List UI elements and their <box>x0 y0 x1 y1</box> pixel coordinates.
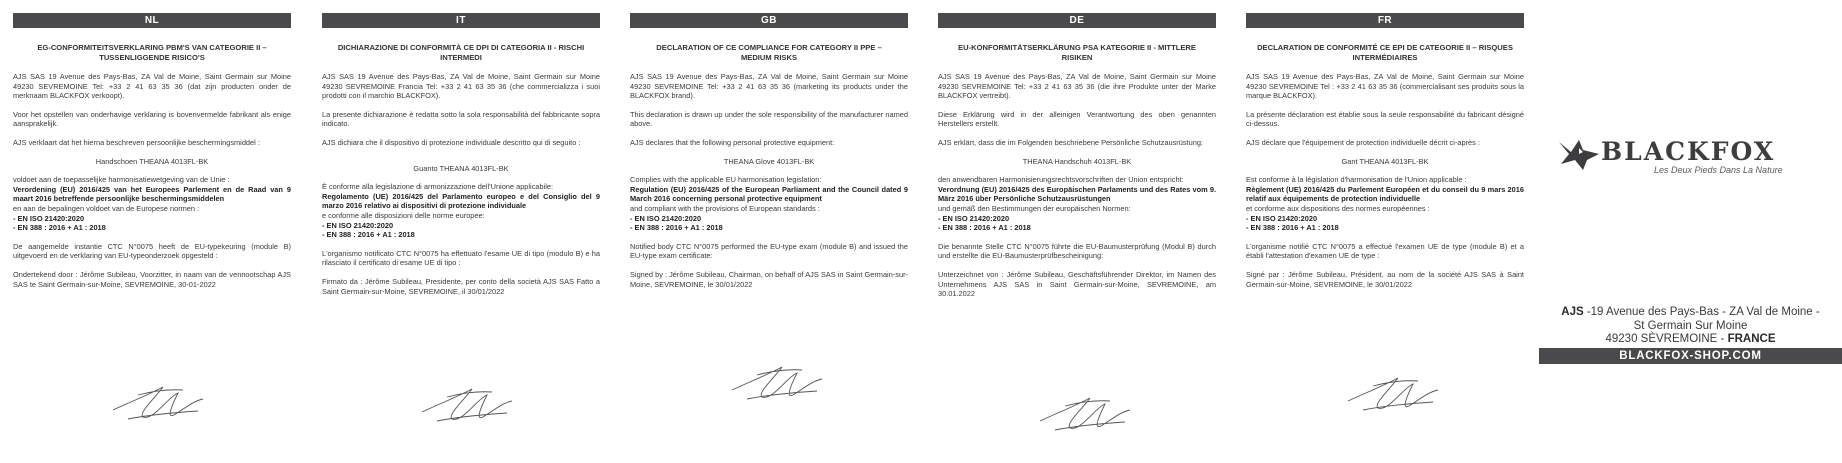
declares-paragraph: AJS verklaart dat het hierna beschreven persoonlijke beschermingsmiddel : <box>13 137 260 147</box>
signatory-paragraph: Unterzeichnet von : Jérôme Subileau, Geschäftsführender Direktor, im Namen des Unternehmens AJS SAS in Saint Germain-sur-Moine, SEVREMOINE, am 30.01.2022 <box>938 269 1216 299</box>
signature-nl <box>108 375 208 430</box>
address-postal: 49230 SÈVREMOINE - <box>1605 333 1728 345</box>
regulation-intro: den anwendbaren Harmonisierungsrechtsvorschriften der Union entspricht: <box>938 175 1184 185</box>
signatory-paragraph: Signed by : Jérôme Subileau, Chairman, on behalf of AJS SAS in Saint Germain-sur-Moine, SEVREMOINE, le 30/01/2022 <box>630 269 908 289</box>
declares-paragraph: AJS dichiara che il dispositivo di protezione individuale descritto qui di seguito : <box>322 137 581 147</box>
declaration-title: DICHIARAZIONE DI CONFORMITÀ CE DPI DI CATEGORIA II - RISCHI INTERMEDI <box>337 43 585 62</box>
signature-fr <box>1343 366 1443 421</box>
address-country: FRANCE <box>1727 333 1776 345</box>
notified-body-paragraph: Notified body CTC N°0075 performed the EU-type exam (module B) and issued the EU-type exam certificate: <box>630 241 908 261</box>
declares-paragraph: AJS declares that the following personal protective equipment: <box>630 137 835 147</box>
manufacturer-paragraph: AJS SAS 19 Avenue des Pays-Bas, ZA Val de Moine, Saint Germain sur Moine 49230 SEVREMOINE Francia Tel: +33 2 41 63 35 36 (che commercializza i suoi prodotti con il marchio BLACKFOX). <box>322 72 600 101</box>
notified-body-paragraph: Die benannte Stelle CTC N°0075 führte die EU-Baumusterprüfung (Modul B) durch und erstellte die EU-Baumusterprüfbescheinigung: <box>938 241 1216 261</box>
regulation-reference: Regolamento (UE) 2016/425 del Parlamento europeo e del Consiglio del 9 marzo 2016 relativo ai dispositivi di protezione individuale <box>322 191 600 211</box>
declaration-column-nl <box>13 13 291 289</box>
language-header: GB <box>630 13 908 28</box>
regulation-intro: È conforme alla legislazione di armonizzazione dell'Unione applicabile: <box>322 182 554 192</box>
regulation-reference: Regulation (EU) 2016/425 of the European Parliament and the Council dated 9 March 2016 concerning personal protective equipment <box>630 184 908 204</box>
declaration-column-gb <box>630 13 908 289</box>
manufacturer-paragraph: AJS SAS 19 Avenue des Pays-Bas, ZA Val de Moine, Saint Germain sur Moine 49230 SEVREMOINE Tel : +33 2 41 63 35 36 (commercialisant ses produits sous la marque BLACKFOX). <box>1246 72 1524 101</box>
language-header: NL <box>13 13 291 28</box>
brand-slogan: Les Deux Pieds Dans La Nature <box>1654 165 1783 175</box>
regulation-intro: Complies with the applicable EU harmonisation legislation: <box>630 175 822 185</box>
responsibility-paragraph: This declaration is drawn up under the sole responsibility of the manufacturer named above. <box>630 109 908 129</box>
notified-body-paragraph: L'organismo notificato CTC N°0075 ha effettuato l'esame UE di tipo (modulo B) e ha rilasciato il certificato di esame UE di tipo : <box>322 248 600 268</box>
address-street: -19 Avenue des Pays-Bas - ZA Val de Moine - <box>1583 306 1820 318</box>
responsibility-paragraph: La présente déclaration est établie sous la seule responsabilité du fabricant désigné ci-dessus. <box>1246 109 1524 129</box>
product-name: Guanto THEANA 4013FL-BK <box>413 163 509 173</box>
product-name: Handschoen THEANA 4013FL-BK <box>95 156 209 166</box>
fox-head-icon <box>1557 134 1601 174</box>
declaration-title: EG-CONFORMITEITSVERKLARING PBM'S VAN CATEGORIE II – TUSSENLIGGENDE RISICO'S <box>37 43 267 62</box>
regulation-reference: Verordening (EU) 2016/425 van het Europees Parlement en de Raad van 9 maart 2016 betreffende persoonlijke beschermingsmiddelen <box>13 184 291 204</box>
declaration-column-it <box>322 13 600 296</box>
language-header: DE <box>938 13 1216 28</box>
company-name: AJS <box>1561 306 1584 318</box>
standard-item: - EN ISO 21420:2020 <box>630 213 702 223</box>
brand-logo <box>1539 132 1842 182</box>
product-name: THEANA Handschuh 4013FL-BK <box>1022 156 1132 166</box>
regulation-paragraph <box>938 175 1216 233</box>
signatory-paragraph: Firmato da : Jérôme Subileau, Presidente, per conto della società AJS SAS Fatto a Saint Germain-sur-Moine, SEVREMOINE, il 30/01/2022 <box>322 276 600 296</box>
standards-intro: en aan de bepalingen voldoet van de Europese normen : <box>13 203 200 213</box>
declaration-column-de <box>938 13 1216 299</box>
declaration-title: EU-KONFORMITÄTSERKLÄRUNG PSA KATEGORIE II - MITTLERE RISIKEN <box>958 43 1196 62</box>
standard-item: - EN 388 : 2016 + A1 : 2018 <box>322 230 415 240</box>
shop-website: BLACKFOX-SHOP.COM <box>1539 348 1842 364</box>
notified-body-paragraph: L'organisme notifié CTC N°0075 a effectué l'examen UE de type (module B) et a établi l'attestation d'examen UE de type : <box>1246 241 1524 261</box>
responsibility-paragraph: Diese Erklärung wird in der alleinigen Verantwortung des oben genannten Herstellers erstellt. <box>938 109 1216 129</box>
regulation-reference: Règlement (UE) 2016/425 du Parlement Européen et du conseil du 9 mars 2016 relatif aux équipements de protection individuelle <box>1246 184 1524 204</box>
regulation-intro: voldoet aan de toepasselijke harmonisatiewetgeving van de Unie : <box>13 175 230 185</box>
language-header: FR <box>1246 13 1524 28</box>
standards-intro: et conforme aux dispositions des normes européennes : <box>1246 203 1430 213</box>
standards-intro: e conforme alle disposizioni delle norme europee: <box>322 210 485 220</box>
language-header: IT <box>322 13 600 28</box>
product-name: Gant THEANA 4013FL-BK <box>1341 156 1429 166</box>
standards-intro: und gemäß den Bestimmungen der europäischen Normen: <box>938 203 1131 213</box>
declares-paragraph: AJS déclare que l'équipement de protection individuelle décrit ci-après : <box>1246 137 1480 147</box>
regulation-intro: Est conforme à la législation d'harmonisation de l'Union applicable : <box>1246 175 1467 185</box>
signature-it <box>417 377 517 432</box>
standard-item: - EN ISO 21420:2020 <box>1246 213 1318 223</box>
declaration-column-fr <box>1246 13 1524 289</box>
declaration-title: DECLARATION OF CE COMPLIANCE FOR CATEGORY II PPE – MEDIUM RISKS <box>656 43 882 62</box>
brand-name: BLACKFOX <box>1601 137 1776 166</box>
standard-item: - EN ISO 21420:2020 <box>938 213 1010 223</box>
regulation-paragraph <box>630 175 908 233</box>
standard-item: - EN 388 : 2016 + A1 : 2018 <box>1246 223 1339 233</box>
company-address <box>1539 306 1842 347</box>
address-town: St Germain Sur Moine <box>1633 319 1748 332</box>
standard-item: - EN 388 : 2016 + A1 : 2018 <box>13 223 106 233</box>
standards-intro: and compliant with the provisions of European standards : <box>630 203 820 213</box>
responsibility-paragraph: Voor het opstellen van onderhavige verklaring is bovenvermelde fabrikant als enige aansprakelijk. <box>13 109 291 129</box>
regulation-paragraph <box>13 175 291 233</box>
declaration-title: DECLARATION DE CONFORMITÉ CE EPI DE CATEGORIE II – RISQUES INTERMÉDIAIRES <box>1257 43 1513 62</box>
signature-de <box>1035 386 1135 441</box>
regulation-paragraph <box>1246 175 1524 233</box>
standard-item: - EN ISO 21420:2020 <box>13 213 85 223</box>
standard-item: - EN 388 : 2016 + A1 : 2018 <box>630 223 723 233</box>
standard-item: - EN ISO 21420:2020 <box>322 220 394 230</box>
manufacturer-paragraph: AJS SAS 19 Avenue des Pays-Bas, ZA Val de Moine, Saint Germain sur Moine 49230 SEVREMOINE Tel: +33 2 41 63 35 36 (marketing its products under the BLACKFOX brand). <box>630 72 908 101</box>
responsibility-paragraph: La presente dichiarazione è redatta sotto la sola responsabilità del fabbricante sopra indicato. <box>322 109 600 129</box>
signatory-paragraph: Ondertekend door : Jérôme Subileau, Voorzitter, in naam van de vennootschap AJS SAS te Saint Germain-sur-Moine, SEVREMOINE, 30-01-2022 <box>13 269 291 289</box>
notified-body-paragraph: De aangemelde instantie CTC N°0075 heeft de EU-typekeuring (module B) uitgevoerd en de verklaring van EU-typeonderzoek opgesteld : <box>13 241 291 261</box>
regulation-paragraph <box>322 182 600 240</box>
product-name: THEANA Glove 4013FL-BK <box>723 156 815 166</box>
declares-paragraph: AJS erklärt, dass die im Folgenden beschriebene Persönliche Schutzausrüstung: <box>938 137 1203 147</box>
standard-item: - EN 388 : 2016 + A1 : 2018 <box>938 223 1031 233</box>
signature-gb <box>727 355 827 410</box>
manufacturer-paragraph: AJS SAS 19 Avenue des Pays-Bas, ZA Val de Moine, Saint Germain sur Moine 49230 SEVREMOINE Tel: +33 2 41 63 35 36 (die ihre Produkte unter der Marke BLACKFOX vertreibt). <box>938 72 1216 101</box>
signatory-paragraph: Signé par : Jérôme Subileau, Président, au nom de la société AJS SAS à Saint Germain-sur-Moine, SEVREMOINE, le 30/01/2022 <box>1246 269 1524 289</box>
regulation-reference: Verordnung (EU) 2016/425 des Europäischen Parlaments und des Rates vom 9. März 2016 über Persönliche Schutzausrüstungen <box>938 184 1216 204</box>
manufacturer-paragraph: AJS SAS 19 Avenue des Pays-Bas, ZA Val de Moine, Saint Germain sur Moine 49230 SEVREMOINE Tel: +33 2 41 63 35 36 (dat zijn producten onder de merknaam BLACKFOX verkoopt). <box>13 72 291 101</box>
